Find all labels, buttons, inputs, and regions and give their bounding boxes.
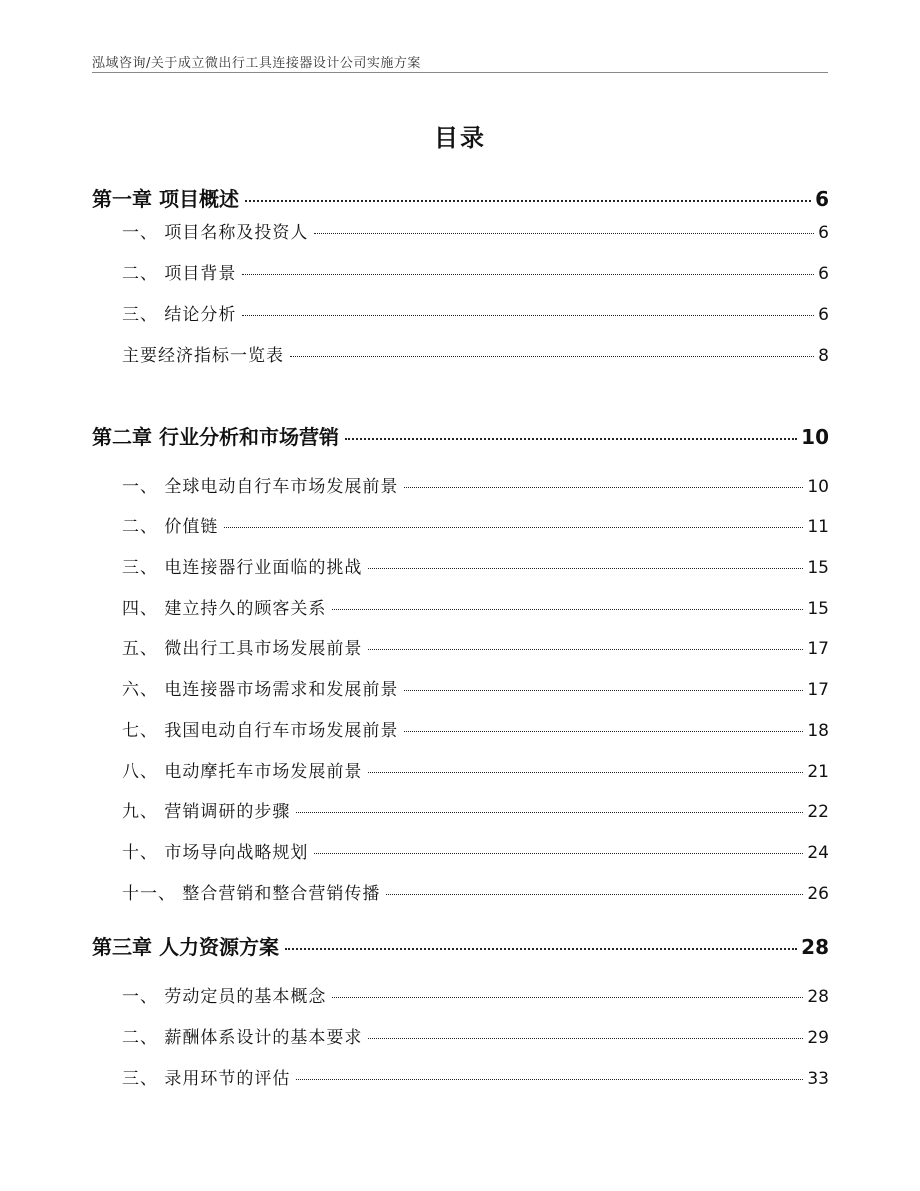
toc-page-number: 24 [807, 843, 829, 863]
running-header: 泓域咨询/关于成立微出行工具连接器设计公司实施方案 [92, 56, 421, 71]
toc-entry-label: 三、 电连接器行业面临的挑战 [122, 558, 363, 578]
dot-leader [314, 853, 803, 854]
toc-page-number: 26 [807, 884, 829, 904]
toc-section-entry[interactable] [122, 757, 829, 782]
toc-page-number: 10 [807, 477, 829, 497]
toc-section-entry[interactable] [122, 879, 829, 904]
toc-chapter-entry[interactable] [92, 183, 829, 212]
toc-section-entry[interactable] [122, 1064, 829, 1089]
toc-page-number: 6 [818, 223, 829, 243]
toc-entry-label: 十、 市场导向战略规划 [122, 843, 309, 863]
toc-entry-label: 十一、 整合营销和整合营销传播 [122, 884, 381, 904]
toc-section-entry[interactable] [122, 1023, 829, 1048]
toc-page-number: 6 [818, 305, 829, 325]
dot-leader [224, 527, 803, 528]
toc-page-number: 11 [807, 517, 829, 537]
toc-page-number: 6 [818, 264, 829, 284]
toc-section-entry[interactable] [122, 553, 829, 578]
toc-section-entry[interactable] [122, 300, 829, 325]
toc-entry-label: 三、 结论分析 [122, 305, 237, 325]
toc-entry-label: 二、 薪酬体系设计的基本要求 [122, 1028, 363, 1048]
dot-leader [368, 772, 803, 773]
header-rule [92, 72, 828, 73]
dot-leader [296, 1079, 803, 1080]
toc-entry-label: 一、 劳动定员的基本概念 [122, 987, 327, 1007]
page-title: 目录 [434, 124, 486, 152]
toc-section-entry[interactable] [122, 218, 829, 243]
toc-page-number: 15 [807, 599, 829, 619]
dot-leader [404, 690, 803, 691]
toc-page-number: 10 [801, 425, 829, 449]
toc-entry-label: 第一章 项目概述 [92, 187, 239, 211]
toc-section-entry[interactable] [122, 675, 829, 700]
dot-leader [386, 894, 803, 895]
toc-entry-label: 二、 项目背景 [122, 264, 237, 284]
toc-entry-label: 六、 电连接器市场需求和发展前景 [122, 680, 399, 700]
toc-section-entry[interactable] [122, 341, 829, 366]
toc-entry-label: 四、 建立持久的顾客关系 [122, 599, 327, 619]
dot-leader [242, 274, 814, 275]
toc-entry-label: 主要经济指标一览表 [122, 346, 284, 366]
toc-entry-label: 一、 项目名称及投资人 [122, 223, 309, 243]
toc-page-number: 17 [807, 639, 829, 659]
toc-entry-label: 二、 价值链 [122, 517, 219, 537]
toc-chapter-entry[interactable] [92, 421, 829, 450]
toc-page-number: 22 [807, 802, 829, 822]
toc-page-number: 8 [818, 346, 829, 366]
toc-section-entry[interactable] [122, 838, 829, 863]
dot-leader [332, 609, 803, 610]
toc-entry-label: 九、 营销调研的步骤 [122, 802, 291, 822]
dot-leader [296, 812, 803, 813]
dot-leader [345, 438, 797, 440]
toc-page-number: 33 [807, 1069, 829, 1089]
toc-entry-label: 三、 录用环节的评估 [122, 1069, 291, 1089]
dot-leader [404, 487, 803, 488]
dot-leader [368, 568, 803, 569]
toc-section-entry[interactable] [122, 472, 829, 497]
toc-page-number: 21 [807, 762, 829, 782]
toc-section-entry[interactable] [122, 716, 829, 741]
toc-entry-label: 八、 电动摩托车市场发展前景 [122, 762, 363, 782]
toc-page-number: 29 [807, 1028, 829, 1048]
toc-section-entry[interactable] [122, 797, 829, 822]
dot-leader [290, 356, 814, 357]
toc-page-number: 6 [815, 187, 829, 211]
toc-page-number: 17 [807, 680, 829, 700]
dot-leader [368, 649, 803, 650]
dot-leader [242, 315, 814, 316]
dot-leader [245, 200, 811, 202]
toc-page-number: 28 [801, 935, 829, 959]
toc-section-entry[interactable] [122, 594, 829, 619]
toc-page-number: 18 [807, 721, 829, 741]
toc-chapter-entry[interactable] [92, 931, 829, 960]
dot-leader [332, 997, 803, 998]
toc-entry-label: 五、 微出行工具市场发展前景 [122, 639, 363, 659]
toc-page-number: 28 [807, 987, 829, 1007]
toc-page-number: 15 [807, 558, 829, 578]
toc-entry-label: 第三章 人力资源方案 [92, 935, 279, 959]
toc-entry-label: 第二章 行业分析和市场营销 [92, 425, 339, 449]
toc-section-entry[interactable] [122, 259, 829, 284]
toc-section-entry[interactable] [122, 982, 829, 1007]
toc-section-entry[interactable] [122, 634, 829, 659]
dot-leader [404, 731, 803, 732]
toc-entry-label: 七、 我国电动自行车市场发展前景 [122, 721, 399, 741]
dot-leader [285, 948, 797, 950]
dot-leader [314, 233, 814, 234]
toc-section-entry[interactable] [122, 512, 829, 537]
dot-leader [368, 1038, 803, 1039]
toc-entry-label: 一、 全球电动自行车市场发展前景 [122, 477, 399, 497]
